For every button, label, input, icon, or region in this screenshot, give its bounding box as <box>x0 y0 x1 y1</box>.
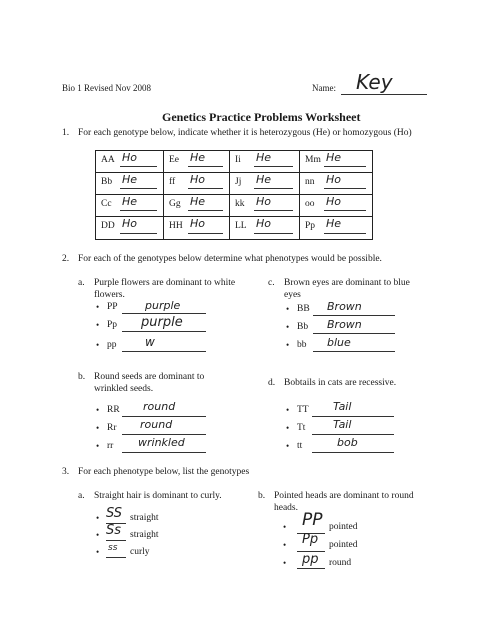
grid-cell <box>230 151 300 173</box>
genotype: pp <box>107 340 117 350</box>
q3b-text2: heads. <box>274 503 299 513</box>
answer[interactable]: Ho <box>122 151 138 164</box>
q2a-text1: Purple flowers are dominant to white <box>94 278 236 288</box>
bullet: • <box>96 513 100 523</box>
answer[interactable]: Ho <box>326 173 342 186</box>
bullet: • <box>96 405 100 415</box>
q3b-label: b. <box>258 491 266 501</box>
answer[interactable]: He <box>190 195 206 208</box>
genotype: TT <box>297 405 309 415</box>
answer[interactable]: Ho <box>326 195 342 208</box>
answer-line <box>312 434 394 435</box>
answer-line <box>122 452 206 453</box>
answer-line <box>106 557 126 558</box>
q1-number: 1. <box>62 128 70 138</box>
genotype: Mm <box>305 155 321 165</box>
answer[interactable]: Tail <box>333 400 352 413</box>
answer[interactable]: ss <box>108 543 118 553</box>
genotype: DD <box>101 221 115 231</box>
q3a-label: a. <box>78 491 85 501</box>
q3-prompt: For each phenotype below, list the genotypes <box>78 467 250 477</box>
name-underline <box>341 94 427 95</box>
bullet: • <box>96 423 100 433</box>
q3b-text1: Pointed heads are dominant to round <box>274 491 414 501</box>
q2c-text1: Brown eyes are dominant to blue <box>284 278 410 288</box>
grid-cell <box>230 173 300 195</box>
q2a-text2: flowers. <box>94 290 125 300</box>
grid-cell <box>164 173 230 195</box>
answer[interactable]: Tail <box>333 418 352 431</box>
answer[interactable]: blue <box>327 336 351 349</box>
genotype: HH <box>169 221 183 231</box>
q2d-text1: Bobtails in cats are recessive. <box>284 378 397 388</box>
genotype: nn <box>305 177 315 187</box>
grid-cell <box>96 217 164 239</box>
answer[interactable]: He <box>326 217 342 230</box>
q2b-text1: Round seeds are dominant to <box>94 372 205 382</box>
answer[interactable]: w <box>145 335 155 349</box>
q3-number: 3. <box>62 467 70 477</box>
bullet: • <box>286 322 290 332</box>
bullet: • <box>96 302 100 312</box>
answer[interactable]: Brown <box>327 318 362 331</box>
answer[interactable]: Pp <box>302 532 319 547</box>
q2a-label: a. <box>78 278 85 288</box>
answer-line <box>312 452 394 453</box>
phenotype: curly <box>130 547 150 557</box>
grid-cell <box>300 217 372 239</box>
bullet: • <box>96 441 100 451</box>
phenotype: straight <box>130 513 159 523</box>
answer[interactable]: purple <box>145 299 181 312</box>
genotype: ff <box>169 177 176 187</box>
genotype: oo <box>305 199 315 209</box>
q2b-label: b. <box>78 372 86 382</box>
bullet: • <box>286 304 290 314</box>
bullet: • <box>286 441 290 451</box>
genotype: BB <box>297 304 310 314</box>
answer-line <box>122 416 206 417</box>
grid-cell <box>164 195 230 217</box>
bullet: • <box>96 547 100 557</box>
bullet: • <box>283 522 287 532</box>
genotype: AA <box>101 155 115 165</box>
answer-line <box>312 416 394 417</box>
answer-line <box>122 331 206 332</box>
phenotype: pointed <box>329 540 358 550</box>
answer-line <box>122 313 206 314</box>
grid-cell <box>96 151 164 173</box>
q2d-label: d. <box>268 378 276 388</box>
bullet: • <box>283 558 287 568</box>
course-header: Bio 1 Revised Nov 2008 <box>62 83 151 93</box>
answer[interactable]: wrinkled <box>138 436 185 449</box>
answer[interactable]: He <box>122 195 138 208</box>
grid-cell <box>164 151 230 173</box>
genotype: bb <box>297 340 307 350</box>
bullet: • <box>96 530 100 540</box>
genotype: Tt <box>297 423 306 433</box>
q2c-text2: eyes <box>284 290 301 300</box>
answer-line <box>313 333 395 334</box>
name-label: Name: <box>312 83 336 93</box>
answer[interactable]: pp <box>302 552 319 567</box>
bullet: • <box>286 340 290 350</box>
answer-line <box>313 315 395 316</box>
genotype: rr <box>107 441 114 451</box>
answer[interactable]: round <box>143 400 176 413</box>
answer[interactable]: Brown <box>327 300 362 313</box>
genotype: Bb <box>101 177 113 187</box>
genotype: Pp <box>107 320 118 330</box>
bullet: • <box>283 540 287 550</box>
answer[interactable]: purple <box>141 315 183 330</box>
phenotype: round <box>329 558 352 568</box>
answer-line <box>106 540 126 541</box>
q1-prompt: For each genotype below, indicate whether it is heterozygous (He) or homozygous (Ho) <box>78 128 412 138</box>
phenotype: pointed <box>329 522 358 532</box>
grid-cell <box>230 195 300 217</box>
answer[interactable]: He <box>256 151 272 164</box>
genotype: Ii <box>235 155 241 165</box>
grid-cell <box>300 173 372 195</box>
name-value[interactable]: Key <box>356 70 393 94</box>
answer[interactable]: Ss <box>106 523 122 538</box>
bullet: • <box>286 405 290 415</box>
answer[interactable]: Ho <box>256 217 272 230</box>
genotype: Jj <box>235 177 242 187</box>
grid-cell <box>164 217 230 239</box>
answer[interactable]: round <box>140 418 173 431</box>
q2b-text2: wrinkled seeds. <box>94 384 154 394</box>
genotype: RR <box>107 405 120 415</box>
q2-prompt: For each of the genotypes below determine what phenotypes would be possible. <box>78 254 382 264</box>
answer[interactable]: He <box>122 173 138 186</box>
answer[interactable]: bob <box>337 436 358 449</box>
grid-cell <box>96 195 164 217</box>
genotype: Gg <box>169 199 181 209</box>
answer[interactable]: PP <box>302 510 323 530</box>
grid-cell <box>96 173 164 195</box>
genotype: tt <box>297 441 303 451</box>
answer[interactable]: He <box>256 173 272 186</box>
genotype: Ee <box>169 155 180 165</box>
genotype: LL <box>235 221 247 231</box>
answer[interactable]: He <box>190 151 206 164</box>
answer[interactable]: Ho <box>190 173 206 186</box>
genotype: kk <box>235 199 245 209</box>
answer-line <box>313 351 395 352</box>
answer[interactable]: He <box>326 151 342 164</box>
grid-cell <box>300 195 372 217</box>
bullet: • <box>286 423 290 433</box>
genotype: Pp <box>305 221 316 231</box>
bullet: • <box>96 340 100 350</box>
grid-cell <box>230 217 300 239</box>
genotype-grid <box>95 150 373 240</box>
genotype: PP <box>107 302 118 312</box>
genotype: Rr <box>107 423 117 433</box>
worksheet-title: Genetics Practice Problems Worksheet <box>162 110 361 124</box>
answer[interactable]: Ho <box>256 195 272 208</box>
answer[interactable]: Ho <box>122 217 138 230</box>
answer-line <box>122 434 206 435</box>
answer[interactable]: Ho <box>190 217 206 230</box>
answer[interactable]: SS <box>106 506 123 521</box>
bullet: • <box>96 320 100 330</box>
q2-number: 2. <box>62 254 70 264</box>
grid-cell <box>300 151 372 173</box>
answer-line <box>122 351 206 352</box>
genotype: Cc <box>101 199 112 209</box>
answer-line <box>297 568 325 569</box>
q2c-label: c. <box>268 278 275 288</box>
genotype: Bb <box>297 322 309 332</box>
q3a-text1: Straight hair is dominant to curly. <box>94 491 222 501</box>
phenotype: straight <box>130 530 159 540</box>
